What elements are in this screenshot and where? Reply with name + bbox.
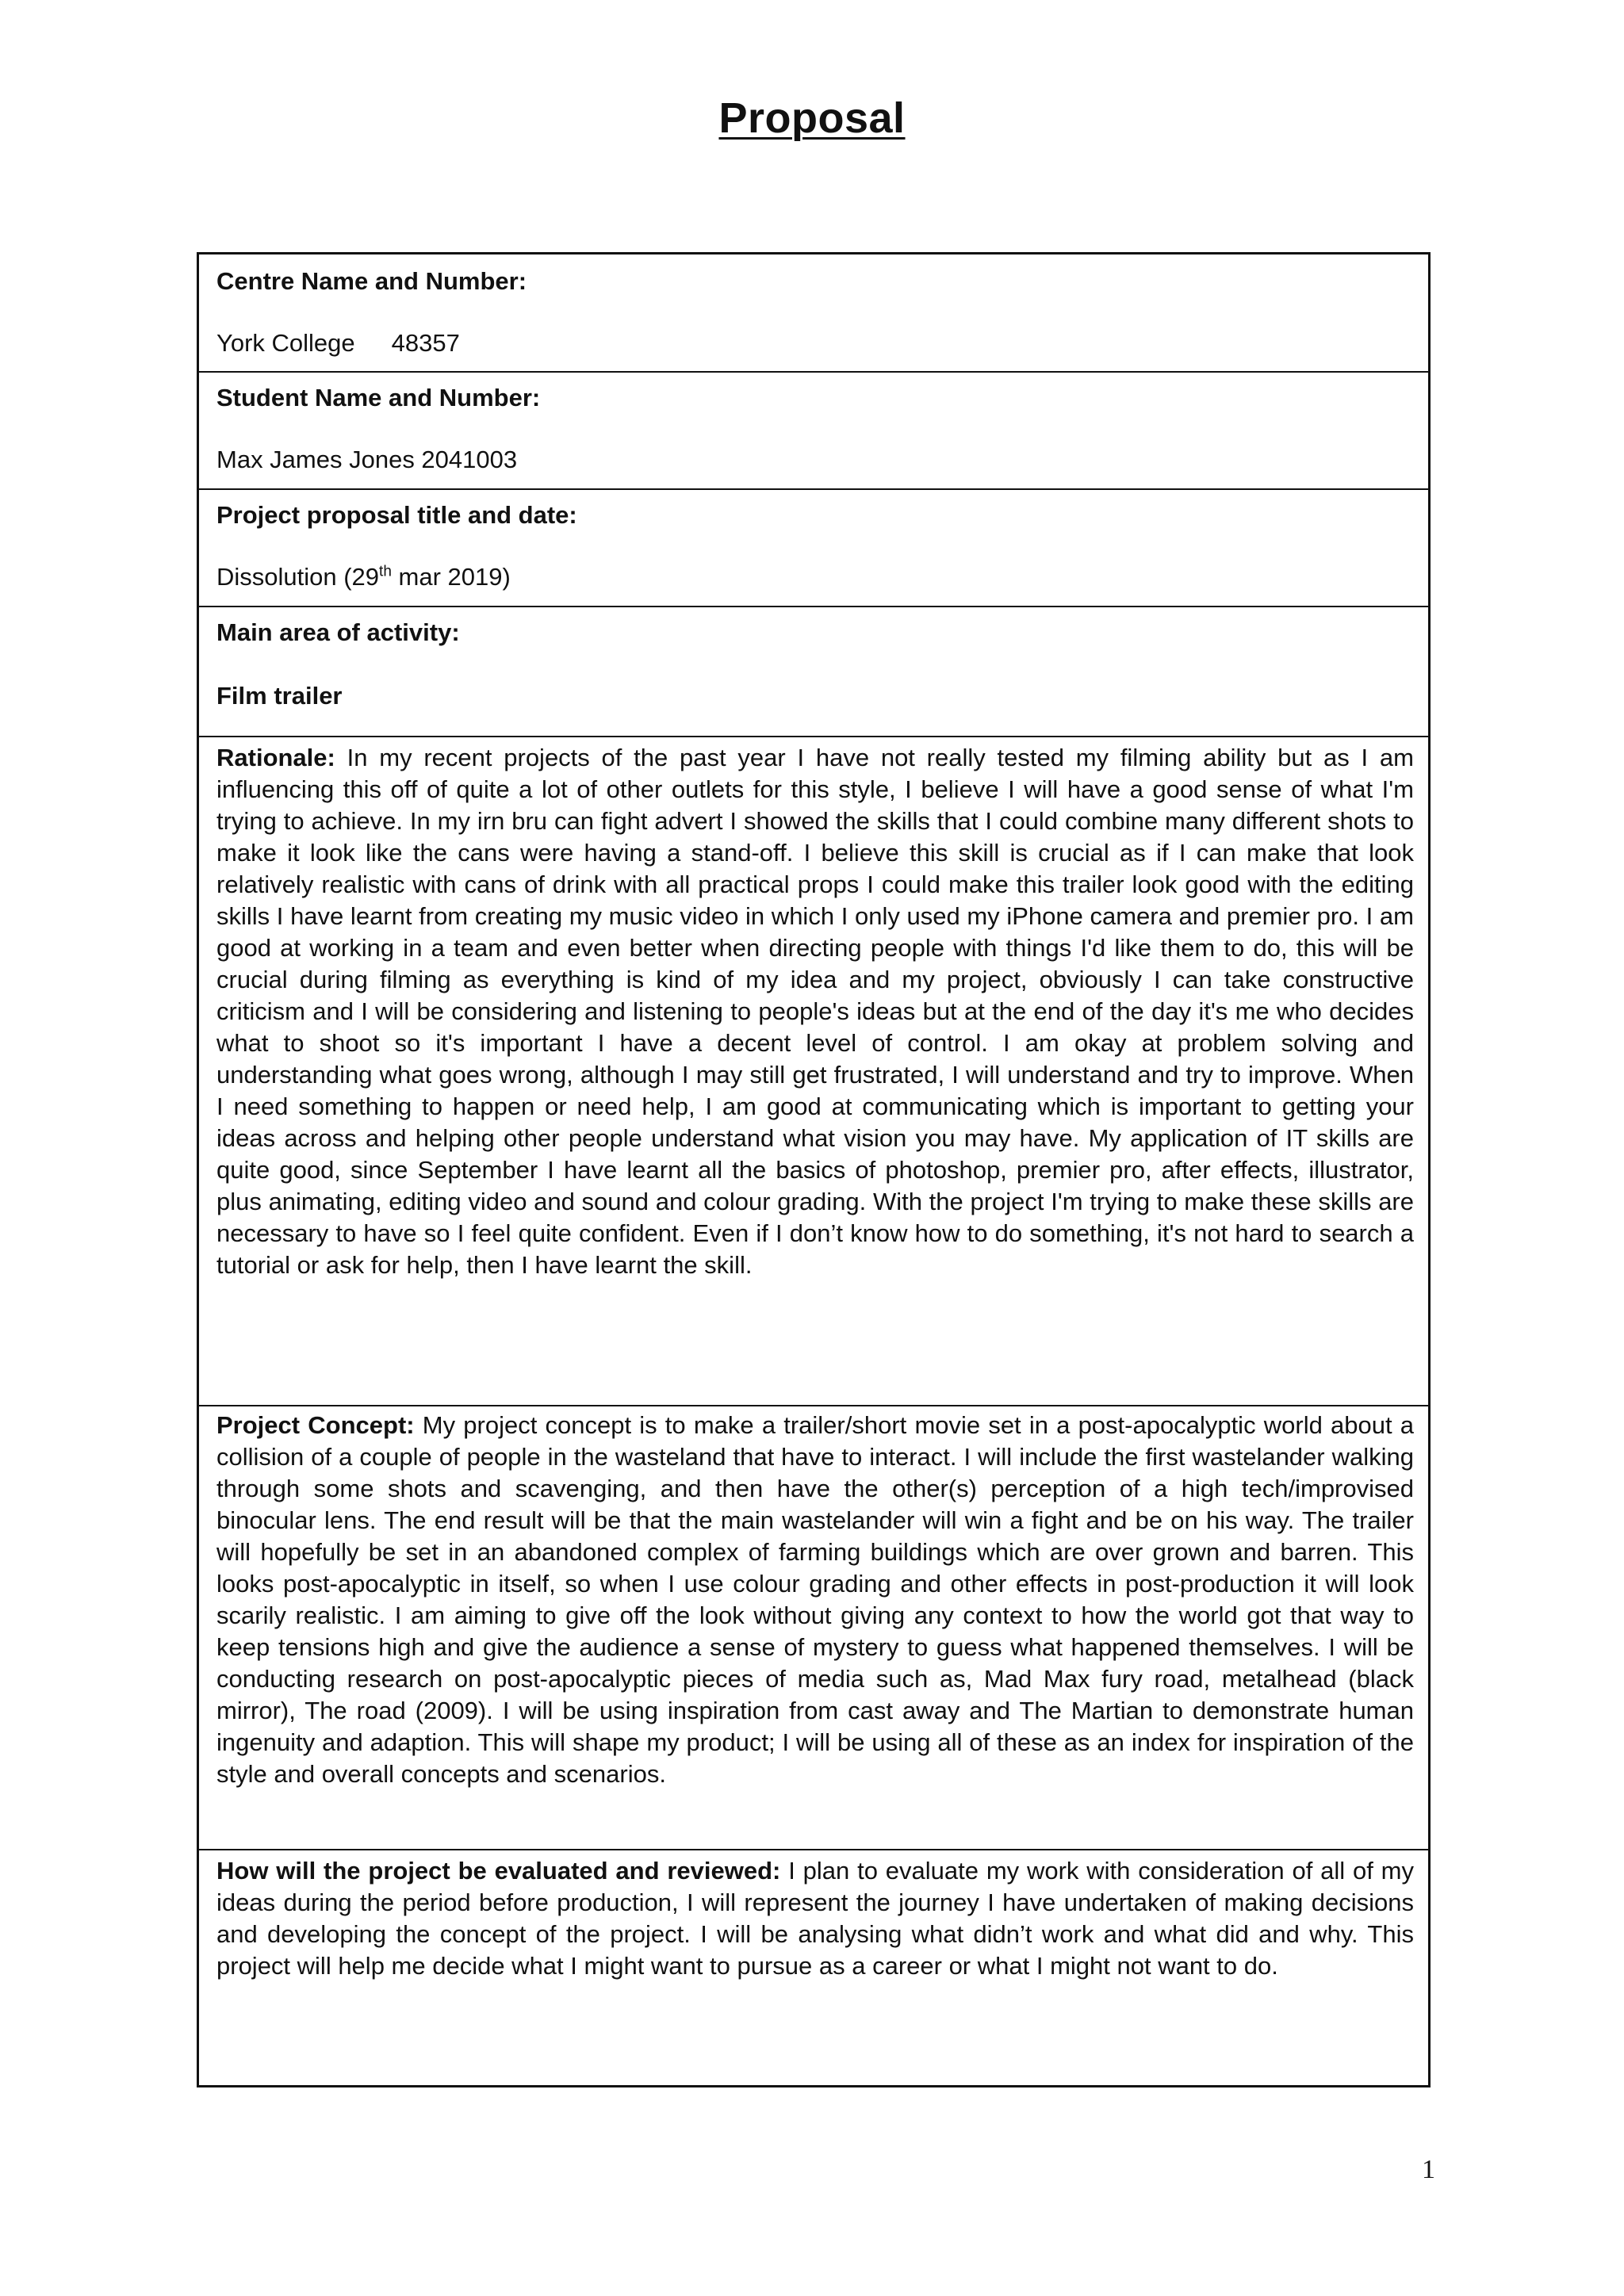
project-title-ordinal: th	[379, 563, 392, 580]
concept-label: Project Concept:	[216, 1411, 415, 1439]
centre-value	[216, 327, 1414, 359]
project-title-text: Dissolution (29	[216, 563, 380, 591]
concept-row	[199, 1406, 1428, 1850]
project-title-label: Project proposal title and date:	[216, 501, 577, 529]
student-label: Student Name and Number:	[216, 384, 541, 411]
student-value: Max James Jones 2041003	[216, 446, 518, 473]
activity-row	[199, 607, 1428, 737]
proposal-form-table	[197, 252, 1431, 2087]
rationale-row	[199, 737, 1428, 1406]
evaluation-paragraph	[216, 1855, 1414, 1982]
centre-row	[199, 254, 1428, 373]
project-title-value	[216, 561, 1414, 593]
student-row	[199, 373, 1428, 490]
evaluation-row	[199, 1850, 1428, 2085]
rationale-text: In my recent projects of the past year I have not really tested my filming ability but as I am influencing this off of quite a lot of other outlets for this style, I believe I will have a good sense of what I'm trying to achieve. In my irn bru can fight advert I showed the skills that I could combine many different shots to make it look like the cans were having a stand-off. I believe this skill is crucial as if I can make that look relatively realistic with cans of drink with all practical props I could make this trailer look good with the editing skills I have learnt from creating my music video in which I only used my iPhone camera and premier pro. I am good at working in a team and even better when directing people with things I'd like them to do, this will be crucial during filming as everything is kind of my idea and my project, obviously I can take constructive criticism and I will be considering and listening to people's ideas but at the end of the day it's me who decides what to shoot so it's important I have a decent level of control. I am okay at problem solving and understanding what goes wrong, although I may still get frustrated, I will understand and try to improve. When I need something to happen or need help, I am good at communicating which is important to getting your ideas across and helping other people understand what vision you may have. My application of IT skills are quite good, since September I have learnt all the basics of photoshop, premier pro, after effects, illustrator, plus animating, editing video and sound and colour grading. With the project I'm trying to make these skills are necessary to have so I feel quite confident. Even if I don’t know how to do something, it's not hard to search a tutorial or ask for help, then I have learnt the skill.	[216, 744, 1414, 1279]
project-title-date: mar 2019)	[391, 563, 511, 591]
page-title: Proposal	[718, 94, 906, 142]
rationale-paragraph	[216, 742, 1414, 1281]
rationale-label: Rationale:	[216, 744, 335, 771]
project-title-row	[199, 490, 1428, 607]
activity-value: Film trailer	[216, 682, 343, 710]
activity-label: Main area of activity:	[216, 618, 460, 646]
evaluation-label: How will the project be evaluated and reviewed:	[216, 1857, 781, 1885]
concept-text: My project concept is to make a trailer/short movie set in a post-apocalyptic world about a collision of a couple of people in the wasteland that have to interact. I will include the first wastelander walking through some shots and scavenging, and then have the other(s) perception of a high tech/improvised binocular lens. The end result will be that the main wastelander will win a fight and be on his way. The trailer will hopefully be set in an abandoned complex of farming buildings which are over grown and barren. This looks post-apocalyptic in itself, so when I use colour grading and other effects in post-production it will look scarily realistic. I am aiming to give off the look without giving any context to how the world got that way to keep tensions high and give the audience a sense of mystery to guess what happened themselves. I will be conducting research on post-apocalyptic pieces of media such as, Mad Max fury road, metalhead (black mirror), The road (2009). I will be using inspiration from cast away and The Martian to demonstrate human ingenuity and adaption. This will shape my product; I will be using all of these as an index for inspiration of the style and overall concepts and scenarios.	[216, 1411, 1414, 1788]
centre-label: Centre Name and Number:	[216, 267, 527, 295]
centre-name: York College	[216, 329, 355, 357]
concept-paragraph	[216, 1410, 1414, 1790]
evaluation-text: I plan to evaluate my work with consideration of all of my ideas during the period before production, I will represent the journey I have undertaken of making decisions and developing the concept of the project. I will be analysing what didn’t work and what did and why. This project will help me decide what I might want to pursue as a career or what I might not want to do.	[216, 1857, 1414, 1980]
page-number: 1	[1422, 2155, 1435, 2184]
centre-number: 48357	[391, 329, 460, 357]
